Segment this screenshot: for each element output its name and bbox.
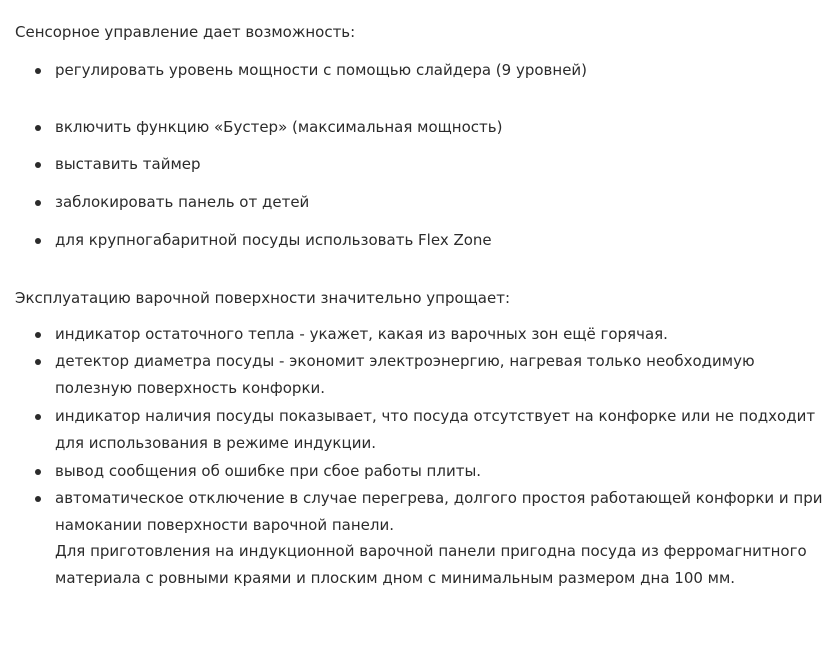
operation-intro: Эксплуатацию варочной поверхности значительно упрощает: [15, 289, 511, 307]
list-item: заблокировать панель от детей [55, 189, 830, 216]
list-item: автоматическое отключение в случае перегрева, долгого простоя работающей конфорки и при намокании поверхности варочной панели. [55, 485, 830, 539]
list-item: детектор диаметра посуды - экономит электроэнергию, нагревая только необходимую полезную поверхность конфорки. [55, 348, 830, 402]
list-item: для крупногабаритной посуды использовать Flex Zone [55, 227, 830, 254]
list-item: индикатор остаточного тепла - укажет, какая из варочных зон ещё горячая. [55, 321, 830, 348]
list-item: включить функцию «Бустер» (максимальная мощность) [55, 114, 830, 141]
touch-control-intro: Сенсорное управление дает возможность: [15, 23, 356, 41]
list-item: индикатор наличия посуды показывает, что посуда отсутствует на конфорке или не подходит для использования в режиме индукции. [55, 403, 830, 457]
list-item: регулировать уровень мощности с помощью слайдера (9 уровней) [55, 57, 830, 84]
cookware-note: Для приготовления на индукционной варочной панели пригодна посуда из ферромагнитного материала с ровными краями и плоским дном с минимальным размером дна 100 мм. [55, 542, 807, 587]
list-item: вывод сообщения об ошибке при сбое работы плиты. [55, 458, 830, 485]
list-item: выставить таймер [55, 151, 830, 178]
